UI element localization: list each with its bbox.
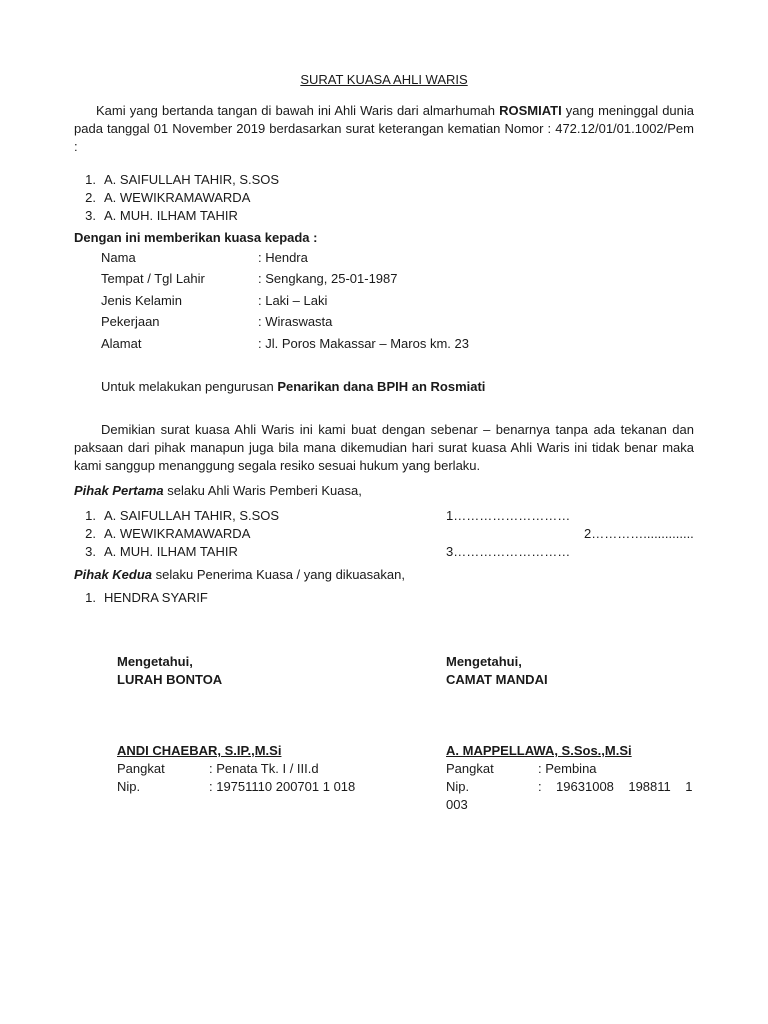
signature-line: 1……………………… bbox=[446, 508, 571, 523]
right-nip-value: : 19631008 198811 1 bbox=[538, 779, 693, 794]
left-mengetahui: Mengetahui, bbox=[117, 654, 193, 669]
field-value-nama: : Hendra bbox=[258, 250, 308, 265]
left-nip-value: : 19751110 200701 1 018 bbox=[209, 779, 356, 794]
field-label-jenis-kelamin: Jenis Kelamin bbox=[101, 293, 182, 308]
signature-line: 3……………………… bbox=[446, 544, 571, 559]
intro-paragraph bbox=[74, 102, 694, 156]
intro-text-1: Kami yang bertanda tangan di bawah ini Ahli Waris dari almarhumah bbox=[96, 103, 500, 118]
pihak-pertama-heading: Pihak Pertama selaku Ahli Waris Pemberi Kuasa, bbox=[74, 483, 362, 498]
purpose-line: Untuk melakukan pengurusan Penarikan dana BPIH an Rosmiati bbox=[101, 379, 486, 394]
deceased-name: ROSMIATI bbox=[499, 103, 562, 118]
heir-item: 3. A. MUH. ILHAM TAHIR bbox=[85, 208, 238, 223]
field-label-alamat: Alamat bbox=[101, 336, 142, 351]
document-title: SURAT KUASA AHLI WARIS bbox=[300, 72, 468, 87]
field-label-pekerjaan: Pekerjaan bbox=[101, 314, 160, 329]
purpose-bold: Penarikan dana BPIH an Rosmiati bbox=[277, 379, 486, 394]
left-office: LURAH BONTOA bbox=[117, 672, 223, 687]
right-mengetahui: Mengetahui, bbox=[446, 654, 522, 669]
signer-item: 2. A. WEWIKRAMAWARDA bbox=[85, 526, 251, 541]
field-label-nama: Nama bbox=[101, 250, 136, 265]
intro-text-2: yang meninggal dunia pada tanggal 01 November 2019 berdasarkan surat keterangan kematian Nomor : 472.12/01/01.1002/Pem : bbox=[74, 103, 694, 154]
left-pangkat-label: Pangkat bbox=[117, 761, 165, 776]
pihak-kedua-heading: Pihak Kedua selaku Penerima Kuasa / yang dikuasakan, bbox=[74, 567, 405, 582]
heir-item: 1. A. SAIFULLAH TAHIR, S.SOS bbox=[85, 172, 280, 187]
right-nip-label: Nip. bbox=[446, 779, 470, 794]
field-value-pekerjaan: : Wiraswasta bbox=[258, 314, 333, 329]
signer-item: 1. A. SAIFULLAH TAHIR, S.SOS bbox=[85, 508, 280, 523]
right-pangkat-label: Pangkat bbox=[446, 761, 494, 776]
signer-item: 3. A. MUH. ILHAM TAHIR bbox=[85, 544, 238, 559]
right-nip-continuation: 003 bbox=[446, 797, 468, 812]
left-pangkat-value: : Penata Tk. I / III.d bbox=[209, 761, 319, 776]
recipient-item: 1. HENDRA SYARIF bbox=[85, 590, 208, 605]
right-office: CAMAT MANDAI bbox=[446, 672, 548, 687]
grantee-details bbox=[0, 249, 768, 359]
heir-item: 2. A. WEWIKRAMAWARDA bbox=[85, 190, 251, 205]
field-label-ttl: Tempat / Tgl Lahir bbox=[101, 271, 205, 286]
field-value-jenis-kelamin: : Laki – Laki bbox=[258, 293, 328, 308]
grant-heading: Dengan ini memberikan kuasa kepada : bbox=[74, 230, 318, 245]
field-value-ttl: : Sengkang, 25-01-1987 bbox=[258, 271, 398, 286]
left-nip-label: Nip. bbox=[117, 779, 141, 794]
field-value-alamat: : Jl. Poros Makassar – Maros km. 23 bbox=[258, 336, 469, 351]
right-official-name: A. MAPPELLAWA, S.Sos.,M.Si bbox=[446, 743, 632, 758]
right-pangkat-value: : Pembina bbox=[538, 761, 597, 776]
signature-line: 2………….............. bbox=[584, 526, 694, 541]
closing-paragraph: Demikian surat kuasa Ahli Waris ini kami buat dengan sebenar – benarnya tanpa ada tekanan dan paksaan dari pihak manapun juga bila mana dikemudian hari surat kuasa Ahli Waris ini tidak benar maka kami sanggup menanggung segala resiko sesuai hukum yang berlaku. bbox=[74, 422, 694, 473]
left-official-name: ANDI CHAEBAR, S.IP.,M.Si bbox=[117, 743, 282, 758]
